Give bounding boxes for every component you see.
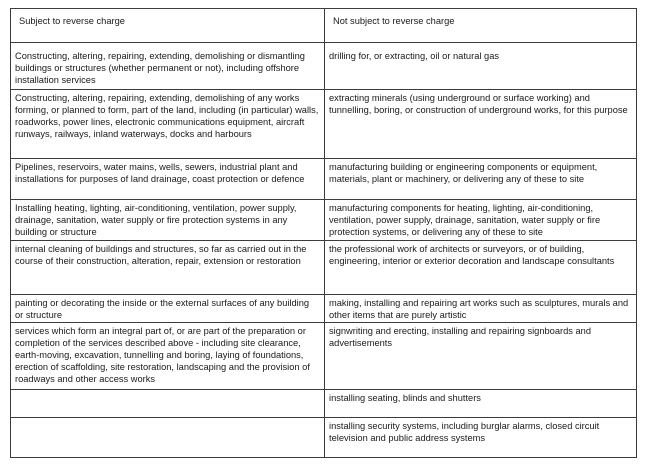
not-subject-cell: manufacturing components for heating, lighting, air-conditioning, ventilation, power supply, drainage, sanitation, water supply or fire protection systems, or delivering any of these to site bbox=[325, 200, 637, 241]
not-subject-cell: the professional work of architects or surveyors, or of building, engineering, interior or exterior decoration and landscape consultants bbox=[325, 241, 637, 295]
subject-cell: Constructing, altering, repairing, extending, demolishing or dismantling buildings or structures (whether permanent or not), including offshore installation services bbox=[11, 43, 325, 90]
not-subject-cell: installing seating, blinds and shutters bbox=[325, 390, 637, 418]
not-subject-cell: manufacturing building or engineering components or equipment, materials, plant or machinery, or delivering any of these to site bbox=[325, 159, 637, 200]
table-row bbox=[11, 43, 637, 90]
table-row bbox=[11, 159, 637, 200]
header-row bbox=[11, 9, 637, 43]
table-row bbox=[11, 418, 637, 458]
subject-cell: services which form an integral part of, or are part of the preparation or completion of the services described above - including site clearance, earth-moving, excavation, tunnelling and boring, laying of foundations, erection of scaffolding, site restoration, landscaping and the provision of roadways and other access works bbox=[11, 323, 325, 390]
subject-cell: painting or decorating the inside or the external surfaces of any building or structure bbox=[11, 295, 325, 323]
subject-cell: Installing heating, lighting, air-conditioning, ventilation, power supply, drainage, sanitation, water supply or fire protection systems in any building or structure bbox=[11, 200, 325, 241]
subject-cell-empty bbox=[11, 390, 325, 418]
subject-cell: Pipelines, reservoirs, water mains, wells, sewers, industrial plant and installations for purposes of land drainage, coast protection or defence bbox=[11, 159, 325, 200]
not-subject-cell: extracting minerals (using underground or surface working) and tunnelling, boring, or construction of underground works, for this purpose bbox=[325, 90, 637, 159]
table-row bbox=[11, 200, 637, 241]
not-subject-cell: making, installing and repairing art works such as sculptures, murals and other items that are purely artistic bbox=[325, 295, 637, 323]
table-row bbox=[11, 390, 637, 418]
table-row bbox=[11, 241, 637, 295]
subject-cell: internal cleaning of buildings and structures, so far as carried out in the course of their construction, alteration, repair, extension or restoration bbox=[11, 241, 325, 295]
subject-cell-empty bbox=[11, 418, 325, 458]
header-not-subject-to-reverse-charge: Not subject to reverse charge bbox=[325, 9, 637, 43]
not-subject-cell: installing security systems, including burglar alarms, closed circuit television and public address systems bbox=[325, 418, 637, 458]
header-subject-to-reverse-charge: Subject to reverse charge bbox=[11, 9, 325, 43]
table-row bbox=[11, 323, 637, 390]
table-row bbox=[11, 295, 637, 323]
reverse-charge-table bbox=[10, 8, 637, 458]
subject-cell: Constructing, altering, repairing, extending, demolishing of any works forming, or planned to form, part of the land, including (in particular) walls, roadworks, power lines, electronic communications equipment, aircraft runways, railways, inland waterways, docks and harbours bbox=[11, 90, 325, 159]
not-subject-cell: signwriting and erecting, installing and repairing signboards and advertisements bbox=[325, 323, 637, 390]
not-subject-cell: drilling for, or extracting, oil or natural gas bbox=[325, 43, 637, 90]
table-row bbox=[11, 90, 637, 159]
